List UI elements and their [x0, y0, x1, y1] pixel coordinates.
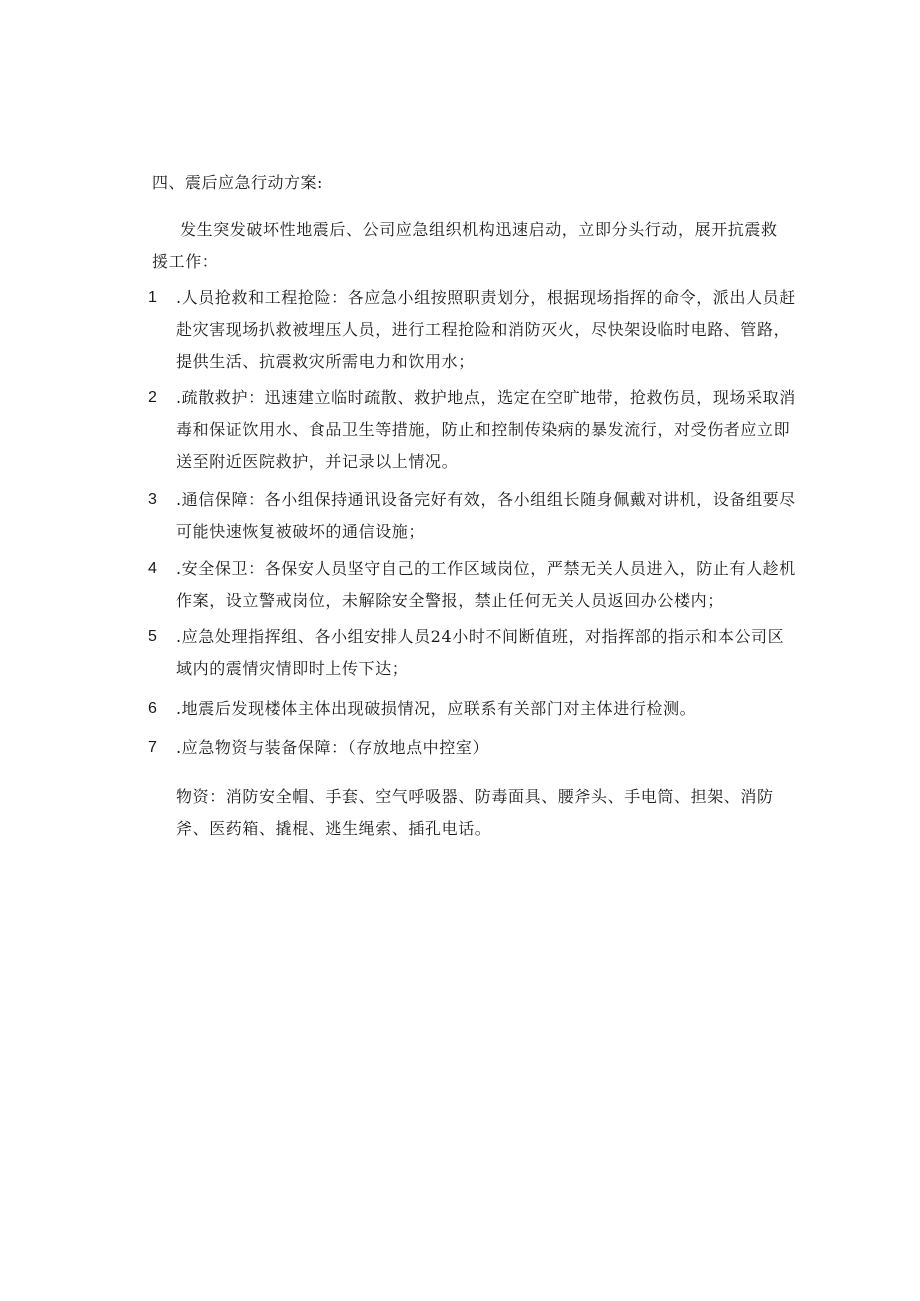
- list-item-number: 1: [148, 289, 157, 306]
- materials-paragraph: 物资：消防安全帽、手套、空气呼吸器、防毒面具、腰斧头、手电筒、担架、消防斧、医药箱、撬棍、逃生绳索、插孔电话。: [176, 787, 774, 838]
- list-item-text: .人员抢救和工程抢险：各应急小组按照职责划分，根据现场指挥的命令，派出人员赶赴灾害现场扒救被埋压人员，进行工程抢险和消防灭火，尽快架设临时电路、管路，提供生活、抗震救灾所需电力和饮用水；: [176, 288, 796, 371]
- list-item-text: .通信保障：各小组保持通讯设备完好有效，各小组组长随身佩戴对讲机，设备组要尽可能快速恢复被破坏的通信设施；: [176, 490, 796, 541]
- list-item: [148, 282, 798, 378]
- list-item-number: 4: [148, 560, 157, 577]
- list-item: [148, 484, 798, 548]
- list-item-number: 7: [148, 739, 157, 756]
- list-item: [148, 382, 798, 478]
- intro-paragraph: 发生突发破坏性地震后、公司应急组织机构迅速启动，立即分头行动，展开抗震救援工作：: [152, 220, 778, 271]
- list-item: [148, 693, 798, 725]
- list-item: [148, 732, 798, 764]
- list-item: [148, 621, 798, 685]
- section-heading: 四、震后应急行动方案:: [152, 173, 323, 192]
- list-item-text: .应急处理指挥组、各小组安排人员24小时不间断值班，对指挥部的指示和本公司区域内的震情灾情即时上传下达；: [176, 627, 785, 678]
- list-item-text: .疏散救护：迅速建立临时疏散、救护地点，选定在空旷地带，抢救伤员，现场采取消毒和保证饮用水、食品卫生等措施，防止和控制传染病的暴发流行，对受伤者应立即送至附近医院救护，并记录以上情况。: [176, 388, 796, 471]
- list-item: [148, 553, 798, 617]
- list-item-text: .地震后发现楼体主体出现破损情况，应联系有关部门对主体进行检测。: [176, 699, 697, 718]
- list-item-number: 2: [148, 389, 157, 406]
- list-item-text: .应急物资与装备保障：（存放地点中控室）: [176, 738, 490, 757]
- list-item-number: 6: [148, 700, 157, 717]
- list-item-text: .安全保卫：各保安人员坚守自己的工作区域岗位，严禁无关人员进入，防止有人趁机作案，设立警戒岗位，未解除安全警报，禁止任何无关人员返回办公楼内；: [176, 559, 796, 610]
- list-item-number: 5: [148, 628, 157, 645]
- list-item-number: 3: [148, 491, 157, 508]
